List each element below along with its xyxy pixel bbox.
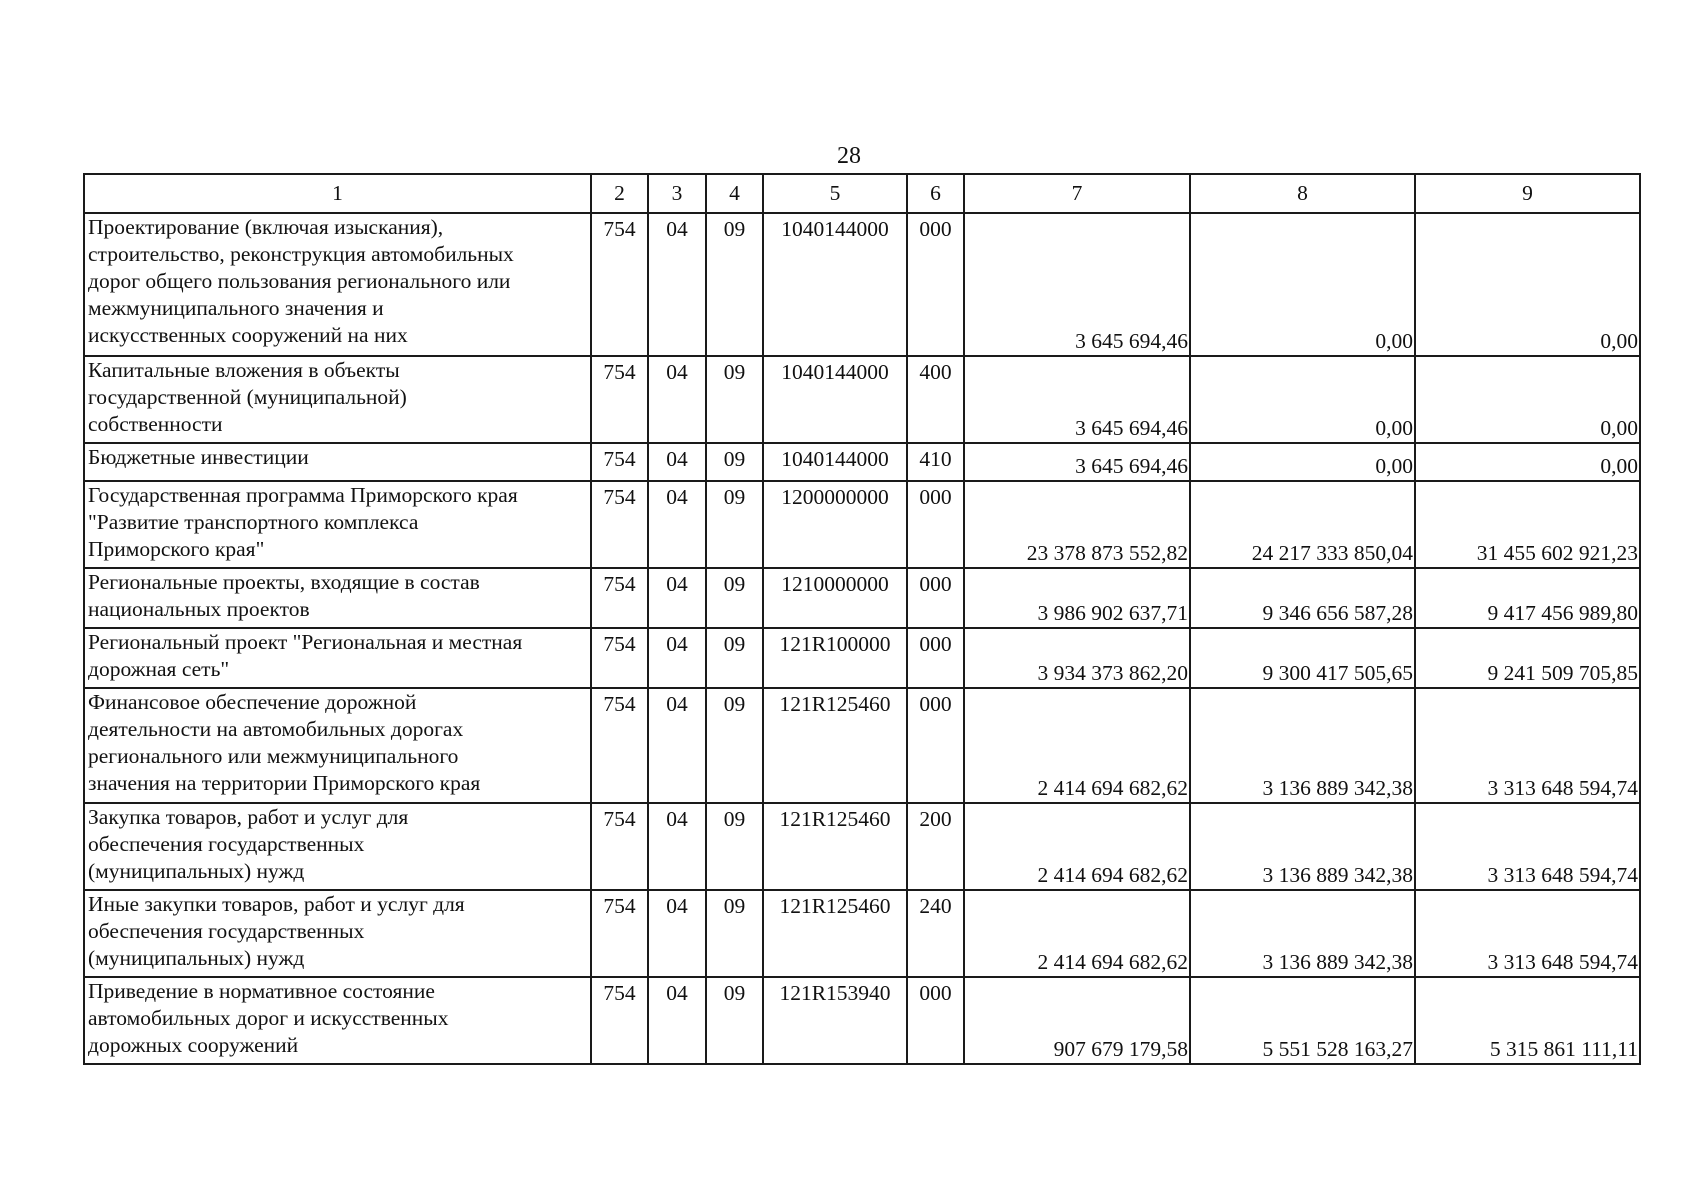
amount-cell: 0,00 [1190,443,1415,481]
code-cell: 410 [907,443,964,481]
row-name: Капитальные вложения в объекты государственной (муниципальной) собственности [84,356,591,443]
code-cell: 000 [907,977,964,1064]
row-name: Региональный проект "Региональная и местная дорожная сеть" [84,628,591,688]
code-cell: 754 [591,803,648,890]
column-header: 5 [763,174,907,213]
code-cell: 09 [706,977,763,1064]
amount-cell: 3 313 648 594,74 [1415,890,1640,977]
table-header-row [84,174,1640,213]
row-name: Приведение в нормативное состояние автомобильных дорог и искусственных дорожных сооружений [84,977,591,1064]
code-cell: 09 [706,628,763,688]
code-cell: 754 [591,443,648,481]
code-cell: 000 [907,688,964,803]
table-row [84,628,1640,688]
amount-cell: 9 417 456 989,80 [1415,568,1640,628]
amount-cell: 3 986 902 637,71 [964,568,1190,628]
code-cell: 754 [591,356,648,443]
code-cell: 000 [907,628,964,688]
code-cell: 754 [591,977,648,1064]
code-cell: 754 [591,568,648,628]
code-cell: 04 [648,890,706,977]
amount-cell: 0,00 [1415,356,1640,443]
code-cell: 400 [907,356,964,443]
amount-cell: 0,00 [1190,213,1415,356]
amount-cell: 2 414 694 682,62 [964,688,1190,803]
row-name: Региональные проекты, входящие в состав национальных проектов [84,568,591,628]
amount-cell: 2 414 694 682,62 [964,890,1190,977]
table-row [84,568,1640,628]
amount-cell: 31 455 602 921,23 [1415,481,1640,568]
code-cell: 09 [706,213,763,356]
code-cell: 1040144000 [763,356,907,443]
code-cell: 000 [907,568,964,628]
column-header: 9 [1415,174,1640,213]
code-cell: 754 [591,688,648,803]
code-cell: 04 [648,481,706,568]
row-name: Финансовое обеспечение дорожной деятельности на автомобильных дорогах регионального или межмуниципального значения на территории Приморского края [84,688,591,803]
code-cell: 1040144000 [763,213,907,356]
amount-cell: 3 136 889 342,38 [1190,803,1415,890]
amount-cell: 3 645 694,46 [964,213,1190,356]
amount-cell: 9 346 656 587,28 [1190,568,1415,628]
column-header: 2 [591,174,648,213]
column-header: 3 [648,174,706,213]
amount-cell: 3 313 648 594,74 [1415,803,1640,890]
code-cell: 09 [706,481,763,568]
code-cell: 121R125460 [763,803,907,890]
code-cell: 754 [591,481,648,568]
amount-cell: 2 414 694 682,62 [964,803,1190,890]
amount-cell: 23 378 873 552,82 [964,481,1190,568]
code-cell: 09 [706,890,763,977]
code-cell: 240 [907,890,964,977]
code-cell: 09 [706,568,763,628]
amount-cell: 9 300 417 505,65 [1190,628,1415,688]
column-header: 7 [964,174,1190,213]
code-cell: 754 [591,213,648,356]
code-cell: 1040144000 [763,443,907,481]
code-cell: 121R153940 [763,977,907,1064]
table-row [84,977,1640,1064]
code-cell: 754 [591,890,648,977]
column-header: 6 [907,174,964,213]
amount-cell: 3 136 889 342,38 [1190,890,1415,977]
table-row [84,481,1640,568]
table-row [84,443,1640,481]
code-cell: 754 [591,628,648,688]
row-name: Проектирование (включая изыскания), строительство, реконструкция автомобильных дорог общего пользования регионального или межмуниципального значения и искусственных сооружений на них [84,213,591,356]
table-row [84,688,1640,803]
code-cell: 09 [706,443,763,481]
row-name: Закупка товаров, работ и услуг для обеспечения государственных (муниципальных) нужд [84,803,591,890]
amount-cell: 3 313 648 594,74 [1415,688,1640,803]
code-cell: 04 [648,688,706,803]
code-cell: 121R100000 [763,628,907,688]
table-row [84,356,1640,443]
amount-cell: 3 934 373 862,20 [964,628,1190,688]
row-name: Бюджетные инвестиции [84,443,591,481]
amount-cell: 5 315 861 111,11 [1415,977,1640,1064]
row-name: Иные закупки товаров, работ и услуг для обеспечения государственных (муниципальных) нужд [84,890,591,977]
table-row [84,890,1640,977]
code-cell: 04 [648,977,706,1064]
code-cell: 121R125460 [763,890,907,977]
code-cell: 200 [907,803,964,890]
column-header: 4 [706,174,763,213]
code-cell: 000 [907,213,964,356]
column-header: 8 [1190,174,1415,213]
code-cell: 04 [648,356,706,443]
amount-cell: 3 645 694,46 [964,356,1190,443]
code-cell: 09 [706,356,763,443]
code-cell: 1200000000 [763,481,907,568]
code-cell: 04 [648,803,706,890]
code-cell: 09 [706,803,763,890]
amount-cell: 9 241 509 705,85 [1415,628,1640,688]
amount-cell: 3 136 889 342,38 [1190,688,1415,803]
amount-cell: 3 645 694,46 [964,443,1190,481]
column-header: 1 [84,174,591,213]
code-cell: 04 [648,568,706,628]
code-cell: 09 [706,688,763,803]
amount-cell: 0,00 [1415,443,1640,481]
page-number: 28 [837,143,861,169]
code-cell: 121R125460 [763,688,907,803]
row-name: Государственная программа Приморского края "Развитие транспортного комплекса Приморского края" [84,481,591,568]
table-row [84,213,1640,356]
amount-cell: 0,00 [1415,213,1640,356]
code-cell: 1210000000 [763,568,907,628]
amount-cell: 0,00 [1190,356,1415,443]
table-row [84,803,1640,890]
code-cell: 04 [648,213,706,356]
code-cell: 000 [907,481,964,568]
amount-cell: 5 551 528 163,27 [1190,977,1415,1064]
code-cell: 04 [648,628,706,688]
budget-table [83,173,1641,1065]
code-cell: 04 [648,443,706,481]
amount-cell: 24 217 333 850,04 [1190,481,1415,568]
amount-cell: 907 679 179,58 [964,977,1190,1064]
